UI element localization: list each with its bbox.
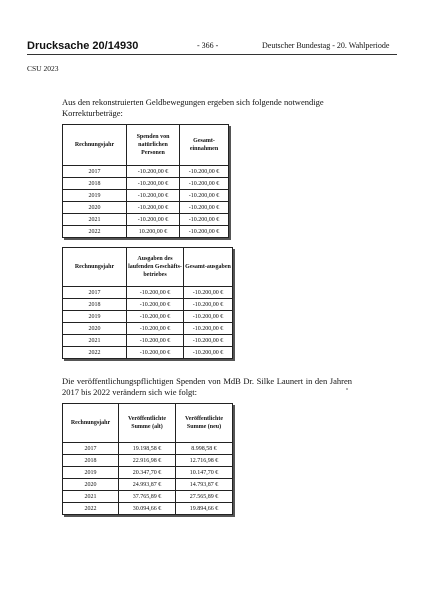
year-cell: 2022 (63, 347, 127, 359)
year-cell: 2022 (63, 226, 127, 238)
amount-cell: -10.200,00 € (184, 323, 233, 335)
column-header: Veröffentlichte Summe (alt) (119, 404, 176, 443)
table-row (63, 491, 233, 503)
column-header: Veröffentlichte Summe (neu) (176, 404, 233, 443)
amount-cell: 10.200,00 € (127, 226, 180, 238)
amount-cell: -10.200,00 € (180, 202, 229, 214)
table-row (63, 503, 233, 515)
year-cell: 2020 (63, 323, 127, 335)
year-cell: 2021 (63, 335, 127, 347)
income-correction-table (62, 124, 229, 238)
table-row (63, 311, 233, 323)
year-cell: 2017 (63, 443, 119, 455)
year-cell: 2021 (63, 214, 127, 226)
year-cell: 2022 (63, 503, 119, 515)
amount-cell: -10.200,00 € (127, 299, 184, 311)
amount-cell: 10.147,70 € (176, 467, 233, 479)
amount-cell: -10.200,00 € (127, 202, 180, 214)
amount-cell: 20.347,70 € (119, 467, 176, 479)
year-cell: 2019 (63, 311, 127, 323)
donations-paragraph: Die veröffentlichungspflichtigen Spenden von MdB Dr. Silke Launert in den Jahren 2017 bis 2022 verändern sich wie folgt: (62, 376, 352, 397)
table-row (63, 287, 233, 299)
column-header: Spenden von natürlichen Personen (127, 125, 180, 166)
amount-cell: -10.200,00 € (180, 166, 229, 178)
amount-cell: -10.200,00 € (180, 226, 229, 238)
year-cell: 2018 (63, 455, 119, 467)
amount-cell: -10.200,00 € (127, 323, 184, 335)
year-cell: 2018 (63, 178, 127, 190)
amount-cell: -10.200,00 € (127, 335, 184, 347)
year-cell: 2019 (63, 467, 119, 479)
table-row (63, 299, 233, 311)
amount-cell: -10.200,00 € (180, 190, 229, 202)
column-header: Rechnungsjahr (63, 125, 127, 166)
amount-cell: 37.765,89 € (119, 491, 176, 503)
amount-cell: 12.716,98 € (176, 455, 233, 467)
amount-cell: -10.200,00 € (184, 335, 233, 347)
donations-table (62, 403, 233, 515)
parliament-label: Deutscher Bundestag - 20. Wahlperiode (262, 41, 390, 50)
year-cell: 2020 (63, 479, 119, 491)
year-cell: 2017 (63, 166, 127, 178)
document-number: Drucksache 20/14930 (27, 40, 139, 52)
amount-cell: 24.993,87 € (119, 479, 176, 491)
amount-cell: 19.894,66 € (176, 503, 233, 515)
year-cell: 2021 (63, 491, 119, 503)
amount-cell: -10.200,00 € (127, 166, 180, 178)
table-row (63, 323, 233, 335)
amount-cell: -10.200,00 € (127, 311, 184, 323)
amount-cell: -10.200,00 € (180, 178, 229, 190)
amount-cell: 8.998,58 € (176, 443, 233, 455)
table-row (63, 214, 229, 226)
amount-cell: -10.200,00 € (127, 287, 184, 299)
column-header: Gesamt-ausgaben (184, 248, 233, 287)
amount-cell: 22.916,98 € (119, 455, 176, 467)
party-label: CSU 2023 (27, 64, 59, 73)
table-row (63, 202, 229, 214)
table-row (63, 166, 229, 178)
amount-cell: -10.200,00 € (127, 178, 180, 190)
year-cell: 2017 (63, 287, 127, 299)
table-header-row (63, 404, 233, 443)
table-header-row (63, 248, 233, 287)
expense-correction-table (62, 247, 233, 359)
amount-cell: -10.200,00 € (127, 190, 180, 202)
amount-cell: 30.094,66 € (119, 503, 176, 515)
table-row (63, 178, 229, 190)
year-cell: 2020 (63, 202, 127, 214)
table-header-row (63, 125, 229, 166)
amount-cell: -10.200,00 € (180, 214, 229, 226)
table-row (63, 455, 233, 467)
table-row (63, 190, 229, 202)
year-cell: 2019 (63, 190, 127, 202)
table-row (63, 226, 229, 238)
intro-paragraph: Aus den rekonstruierten Geldbewegungen ergeben sich folgende notwendige Korrekturbeträge: (62, 97, 324, 118)
table-row (63, 347, 233, 359)
amount-cell: 14.793,87 € (176, 479, 233, 491)
page-number: - 366 - (197, 41, 219, 50)
amount-cell: -10.200,00 € (184, 299, 233, 311)
amount-cell: -10.200,00 € (127, 214, 180, 226)
table-row (63, 479, 233, 491)
amount-cell: 19.198,58 € (119, 443, 176, 455)
column-header: Rechnungsjahr (63, 404, 119, 443)
amount-cell: -10.200,00 € (184, 287, 233, 299)
table-row (63, 443, 233, 455)
column-header: Ausgaben des laufenden Geschäfts-betriebes (127, 248, 184, 287)
table-row (63, 335, 233, 347)
amount-cell: -10.200,00 € (184, 347, 233, 359)
column-header: Rechnungsjahr (63, 248, 127, 287)
amount-cell: -10.200,00 € (127, 347, 184, 359)
column-header: Gesamt-einnahmen (180, 125, 229, 166)
year-cell: 2018 (63, 299, 127, 311)
amount-cell: -10.200,00 € (184, 311, 233, 323)
amount-cell: 27.565,89 € (176, 491, 233, 503)
table-row (63, 467, 233, 479)
header-rule (27, 54, 397, 55)
